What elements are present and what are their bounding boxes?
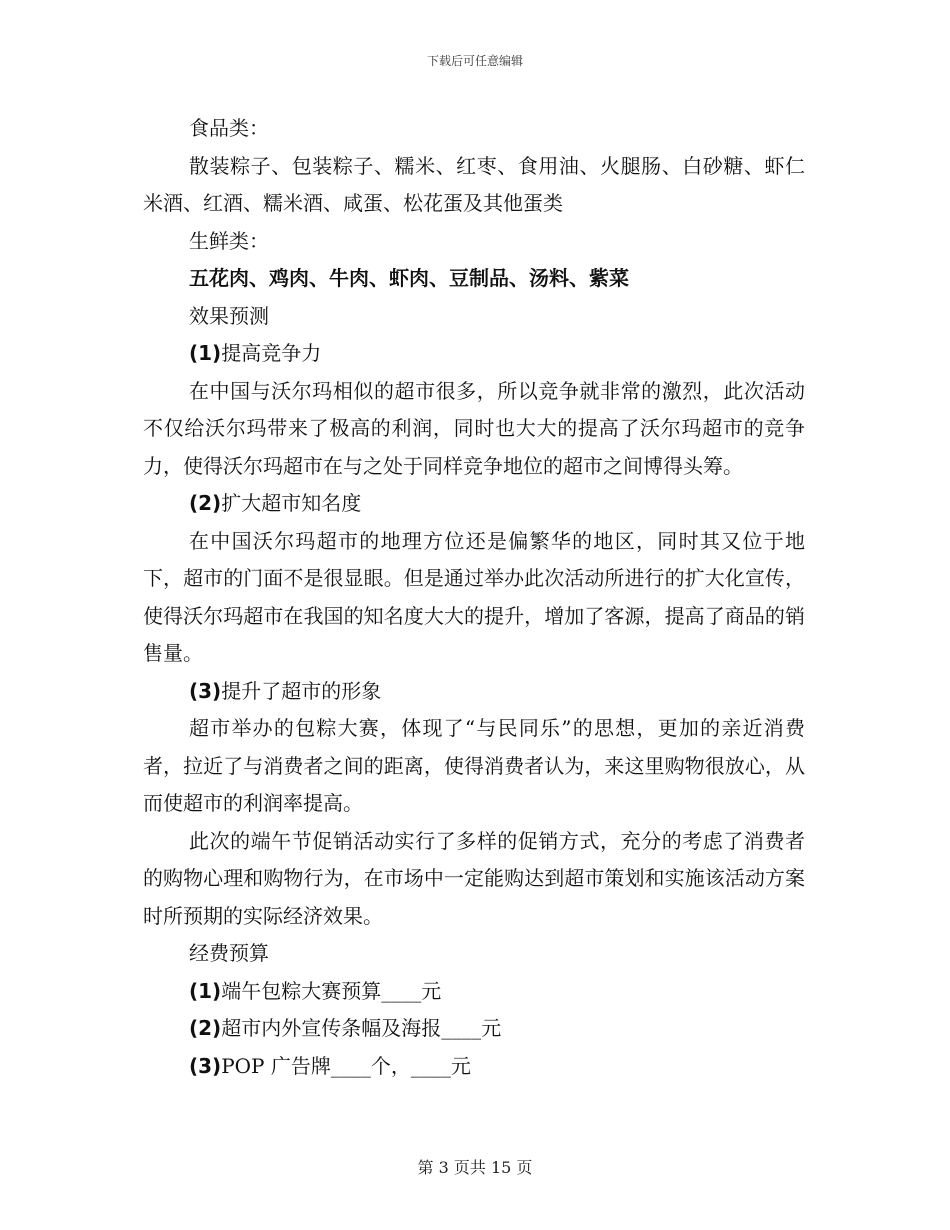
paragraph-competition: 在中国与沃尔玛相似的超市很多，所以竞争就非常的激烈，此次活动不仅给沃尔玛带来了极高的利润，同时也大大的提高了沃尔玛超市的竞争力，使得沃尔玛超市在与之处于同样竞争地位的超市之间博得头筹。 [143,378,805,478]
subheading-3 [143,673,805,711]
section-heading-effect: 效果预测 [189,303,269,328]
subheading-1-text: 提高竞争力 [221,341,322,365]
paragraph-fresh-list: 五花肉、鸡肉、牛肉、虾肉、豆制品、汤料、紫菜 [189,266,629,290]
paragraph-awareness: 在中国沃尔玛超市的地理方位还是偏繁华的地区，同时其又位于地下，超市的门面不是很显眼。但是通过举办此次活动所进行的扩大化宣传，使得沃尔玛超市在我国的知名度大大的提升，增加了客源，提高了商品的销售量。 [143,528,805,665]
page-footer: 第 3 页共 15 页 [417,1158,533,1177]
paragraph-food-list: 散装粽子、包装粽子、糯米、红枣、食用油、火腿肠、白砂糖、虾仁米酒、红酒、糯米酒、咸蛋、松花蛋及其他蛋类 [143,153,805,215]
subheading-1-number: (1) [189,341,222,365]
budget-item-3-number: (3) [189,1053,222,1078]
paragraph-fresh-heading: 生鲜类： [189,228,269,253]
budget-item-2-text: 超市内外宣传条幅及海报____元 [221,1016,502,1040]
budget-item-2-number: (2) [189,1016,222,1040]
paragraph-food-heading: 食品类： [189,116,269,140]
budget-item-2 [143,1010,805,1048]
budget-item-1-text: 端午包粽大赛预算____元 [221,978,442,1003]
budget-item-3-text: POP 广告牌____个，____元 [221,1053,471,1078]
budget-item-1-number: (1) [189,978,222,1003]
section-heading-budget: 经费预算 [189,941,269,965]
subheading-3-number: (3) [189,678,222,703]
subheading-2-text: 扩大超市知名度 [221,491,362,515]
subheading-1 [143,335,805,373]
header-note: 下载后可任意编辑 [426,54,523,68]
paragraph-summary: 此次的端午节促销活动实行了多样的促销方式，充分的考虑了消费者的购物心理和购物行为，在市场中一定能购达到超市策划和实施该活动方案时所预期的实际经济效果。 [143,828,805,928]
subheading-3-text: 提升了超市的形象 [221,678,382,703]
subheading-2-number: (2) [189,491,222,515]
budget-item-1 [143,973,805,1011]
document-body [143,110,805,1085]
budget-item-3 [143,1048,805,1086]
paragraph-image: 超市举办的包粽大赛，体现了“与民同乐”的思想，更加的亲近消费者，拉近了与消费者之间的距离，使得消费者认为，来这里购物很放心，从而使超市的利润率提高。 [143,716,805,815]
subheading-2 [143,485,805,523]
